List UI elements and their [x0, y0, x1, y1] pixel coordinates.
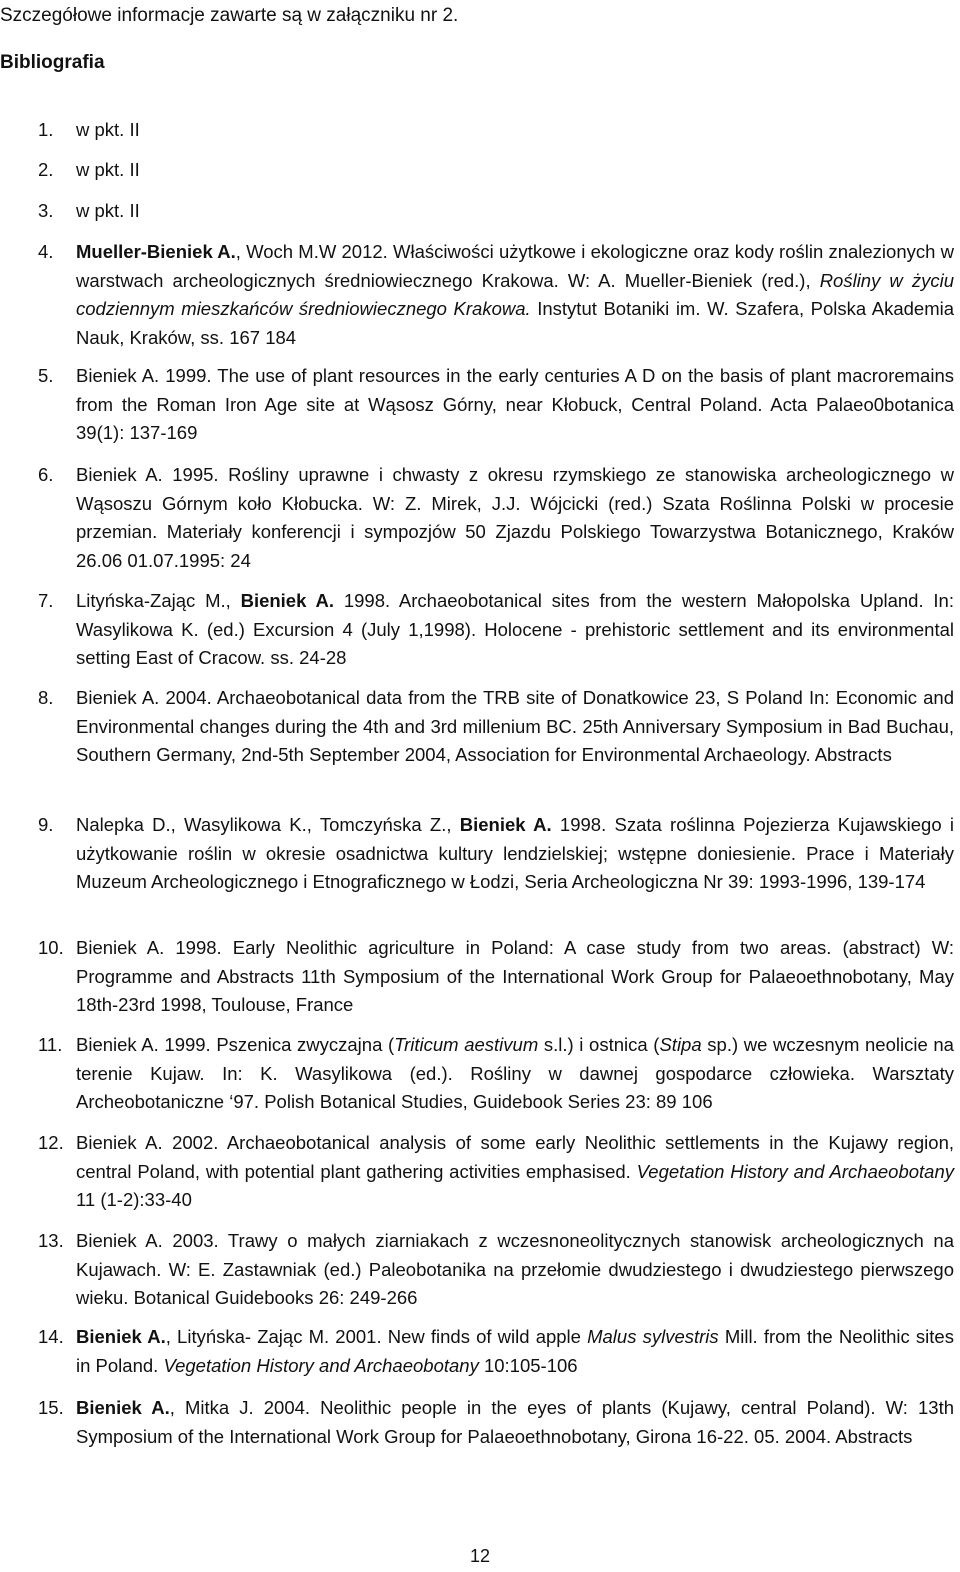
- entry-fragment: 1998. Szata roślinna Pojezierza Kujawskiego i użytkowanie roślin w okresie osadnictwa kultury lendzielskiej; wstępne doniesienie. Prace i Materiały Muzeum Archeologicznego i Etnograficznego w Łodzi, Seria Archeologiczna Nr 39: 1993-1996, 139-174: [76, 814, 954, 892]
- entry-text: [76, 1031, 954, 1117]
- entry-number: 11.: [38, 1034, 63, 1055]
- entry-number: 9.: [38, 814, 54, 835]
- entry-fragment: Bieniek A. 1999. Pszenica zwyczajna (: [76, 1034, 395, 1055]
- entry-fragment: Bieniek A. 2002. Archaeobotanical analysis of some early Neolithic settlements in the Kujawy region, central Poland, with potential plant gathering activities emphasised.: [76, 1132, 954, 1182]
- entry-fragment: Bieniek A. 1998. Early Neolithic agriculture in Poland: A case study from two areas. (abstract) W: Programme and Abstracts 11th Symposium of the International Work Group for Palaeoethnobotany, May 18th-23rd 1998, Toulouse, France: [76, 937, 954, 1015]
- entry-number: 8.: [38, 687, 54, 708]
- entry-fragment: w pkt. II: [76, 119, 140, 140]
- entry-number: 12.: [38, 1132, 64, 1153]
- author-bold: Bieniek A.: [76, 1397, 170, 1418]
- title-italic: Vegetation History and Archaeobotany: [636, 1160, 954, 1182]
- entry-fragment: , Woch M.W 2012. Właściwości użytkowe i ekologiczne oraz kody roślin znalezionych w warstwach archeologicznych średniowiecznego Krakowa. W: A. Mueller-Bieniek (red.),: [76, 241, 954, 291]
- bibliography-entry: [38, 156, 954, 185]
- entry-text: [76, 238, 954, 352]
- entry-fragment: , Mitka J. 2004. Neolithic people in the eyes of plants (Kujawy, central Poland). W: 13th Symposium of the International Work Group for Palaeoethnobotany, Girona 16-22. 05. 2004. Abstracts: [76, 1397, 955, 1447]
- entry-number: 5.: [38, 365, 54, 386]
- bibliography-entry: [38, 811, 954, 897]
- entry-fragment: Instytut Botaniki im. W. Szafera, Polska Akademia Nauk, Kraków, ss. 167 184: [76, 298, 954, 348]
- author-bold: Bieniek A.: [240, 590, 335, 611]
- entry-text: [76, 362, 954, 448]
- title-italic: Vegetation History and Archaeobotany: [163, 1354, 479, 1376]
- page-number: 12: [469, 1546, 491, 1566]
- bibliography-entry: [38, 1129, 954, 1215]
- bibliography-entry: [38, 362, 954, 448]
- entry-fragment: , Lityńska- Zając M. 2001. New finds of wild apple: [165, 1326, 588, 1347]
- entry-fragment: 11 (1-2):33-40: [76, 1189, 192, 1210]
- entry-number: 1.: [38, 119, 54, 140]
- entry-text: [76, 1323, 954, 1380]
- entry-number: 13.: [38, 1230, 64, 1251]
- entry-fragment: 1998. Archaeobotanical sites from the western Małopolska Upland. In: Wasylikowa K. (ed.) Excursion 4 (July 1,1998). Holocene - prehistoric settlement and its environmental setting East of Cracow. ss. 24-28: [76, 590, 954, 668]
- entry-number: 7.: [38, 590, 54, 611]
- entry-fragment: Nalepka D., Wasylikowa K., Tomczyńska Z.,: [76, 814, 460, 835]
- bibliography-entry: [38, 1394, 954, 1451]
- bibliography-entry: [38, 116, 954, 145]
- author-bold: Bieniek A.: [76, 1326, 166, 1347]
- bibliography-entry: [38, 238, 954, 352]
- entry-text: [76, 197, 954, 226]
- entry-fragment: Mill. from the Neolithic sites in Poland.: [76, 1326, 954, 1376]
- entry-text: [76, 1394, 954, 1451]
- entry-number: 6.: [38, 464, 54, 485]
- entry-text: [76, 116, 954, 145]
- entry-number: 15.: [38, 1397, 64, 1418]
- entry-fragment: Lityńska-Zając M.,: [76, 590, 241, 611]
- author-bold: Bieniek A.: [459, 814, 552, 835]
- entry-fragment: Bieniek A. 2004. Archaeobotanical data from the TRB site of Donatkowice 23, S Poland In: Economic and Environmental changes during the 4th and 3rd millenium BC. 25th Anniversary Symposium in Bad Buchau, Southern Germany, 2nd-5th September 2004, Association for Environmental Archaeology. Abstracts: [76, 687, 954, 765]
- entry-text: [76, 587, 954, 673]
- bibliography-entry: [38, 461, 954, 575]
- entry-fragment: Bieniek A. 2003. Trawy o małych ziarniakach z wczesnoneolitycznych stanowisk archeologicznych na Kujawach. W: E. Zastawniak (ed.) Paleobotanika na przełomie dwudziestego i dwudziestego pierwszego wieku. Botanical Guidebooks 26: 249-266: [76, 1230, 954, 1308]
- entry-text: [76, 1129, 954, 1215]
- entry-number: 3.: [38, 200, 54, 221]
- entry-fragment: w pkt. II: [76, 200, 140, 221]
- bibliography-entry: [38, 1031, 954, 1117]
- bibliography-entry: [38, 934, 954, 1020]
- title-italic: Malus sylvestris: [587, 1326, 719, 1347]
- entry-number: 4.: [38, 241, 54, 262]
- bibliography-entry: [38, 587, 954, 673]
- entry-fragment: s.l.) i ostnica (: [538, 1034, 660, 1055]
- entry-fragment: 10:105-106: [478, 1354, 578, 1376]
- entry-text: [76, 156, 954, 185]
- entry-fragment: sp.) we wczesnym neolicie na terenie Kujaw. In: K. Wasylikowa (ed.). Rośliny w dawnej gospodarce człowieka. Warsztaty Archeobotaniczne ‘97. Polish Botanical Studies, Guidebook Series 23: 89 106: [76, 1034, 954, 1112]
- title-italic: Stipa: [659, 1034, 702, 1055]
- entry-fragment: w pkt. II: [76, 159, 140, 180]
- author-bold: Mueller-Bieniek A.: [76, 241, 236, 262]
- title-italic: Triticum aestivum: [394, 1034, 539, 1055]
- entry-number: 2.: [38, 159, 54, 180]
- entry-number: 10.: [38, 937, 64, 958]
- bibliography-entry: [38, 684, 954, 770]
- entry-text: [76, 934, 954, 1020]
- bibliography-entry: [38, 197, 954, 226]
- section-heading: Bibliografia: [0, 52, 105, 73]
- bibliography-entry: [38, 1323, 954, 1380]
- title-italic: Rośliny w życiu codziennym mieszkańców średniowiecznego Krakowa.: [76, 269, 954, 319]
- bibliography-entry: [38, 1227, 954, 1313]
- entry-fragment: Bieniek A. 1995. Rośliny uprawne i chwasty z okresu rzymskiego ze stanowiska archeologicznego w Wąsoszu Górnym koło Kłobucka. W: Z. Mirek, J.J. Wójcicki (red.) Szata Roślinna Polski w procesie przemian. Materiały konferencji i sympozjów 50 Zjazdu Polskiego Towarzystwa Botanicznego, Kraków 26.06 01.07.1995: 24: [76, 464, 954, 571]
- entry-text: [76, 811, 954, 897]
- entry-number: 14.: [38, 1326, 64, 1347]
- entry-text: [76, 684, 954, 770]
- entry-text: [76, 1227, 954, 1313]
- intro-text: Szczegółowe informacje zawarte są w załączniku nr 2.: [0, 5, 459, 26]
- entry-fragment: Bieniek A. 1999. The use of plant resources in the early centuries A D on the basis of plant macroremains from the Roman Iron Age site at Wąsosz Górny, near Kłobuck, Central Poland. Acta Palaeo0botanica 39(1): 137-169: [76, 365, 954, 443]
- entry-text: [76, 461, 954, 575]
